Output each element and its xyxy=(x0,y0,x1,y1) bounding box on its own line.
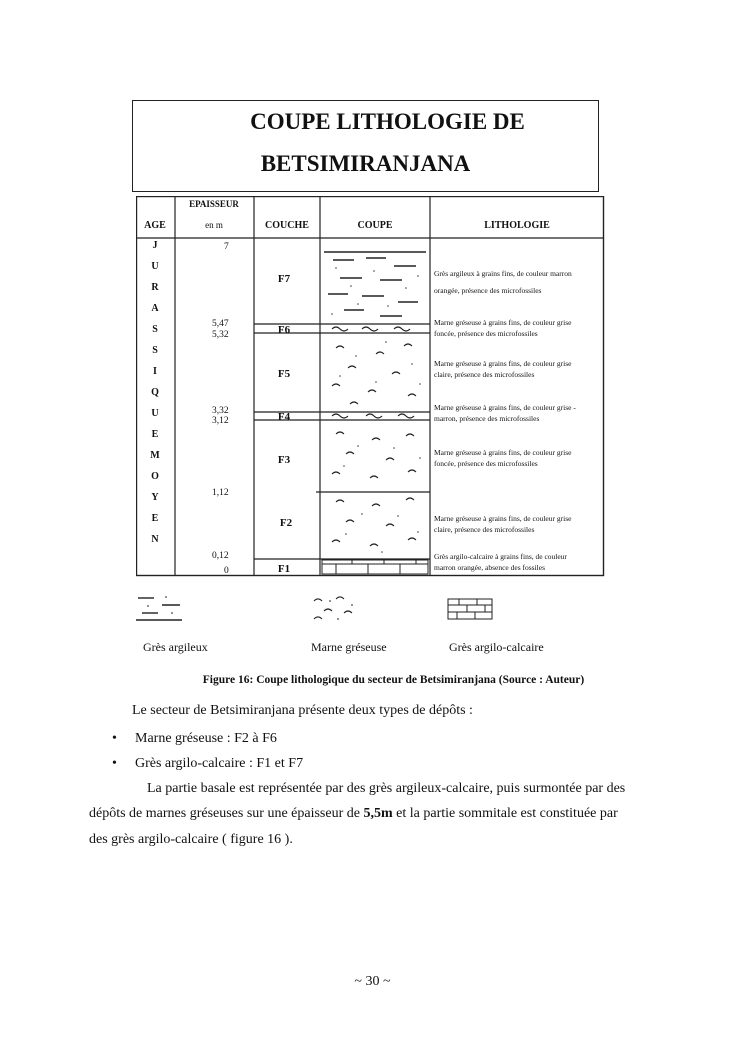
age-letter: S xyxy=(152,345,158,356)
legend-label-gres-argileux: Grès argileux xyxy=(143,640,208,654)
coupe-column xyxy=(322,252,428,574)
thickness-labels xyxy=(212,242,229,576)
lithology-f4-line1: Marne gréseuse à grains fins, de couleur grise - xyxy=(434,403,576,412)
thickness-label: 0 xyxy=(224,566,229,576)
age-letter: M xyxy=(150,450,160,461)
lithology-f6-line2: foncée, présence des microfossiles xyxy=(434,329,538,338)
layer-label-f7: F7 xyxy=(277,273,291,285)
marne-greseuse-swatch-icon xyxy=(310,593,360,623)
age-letter: S xyxy=(152,324,158,335)
lithology-f5-line2: claire, présence des microfossiles xyxy=(434,370,535,379)
figure-caption: Figure 16: Coupe lithologique du secteur de Betsimiranjana (Source : Auteur) xyxy=(202,674,585,686)
figure-title-line1: COUPE LITHOLOGIE DE xyxy=(250,109,525,134)
pattern-marne-greseuse xyxy=(332,327,416,546)
header-coupe: COUPE xyxy=(357,220,393,231)
page-number: ~ 30 ~ xyxy=(354,974,391,989)
age-letter: N xyxy=(151,534,159,545)
legend-swatch-gres-argileux xyxy=(136,593,186,628)
pattern-gres-argilo-calcaire xyxy=(322,560,428,574)
bullet-marker: • xyxy=(112,756,117,771)
figure-title-line2: BETSIMIRANJANA xyxy=(260,151,471,176)
pattern-gres-argileux xyxy=(324,252,426,316)
legend-label-gres-argilo-calcaire: Grès argilo-calcaire xyxy=(449,640,544,654)
thickness-label: 3,12 xyxy=(212,416,229,426)
lithology-f1-line2: marron orangée, absence des fossiles xyxy=(434,563,545,572)
thickness-label: 3,32 xyxy=(212,406,229,416)
age-letter: J xyxy=(152,240,158,251)
age-letter: U xyxy=(151,408,159,419)
legend-swatch-marne-greseuse xyxy=(310,593,360,628)
gres-argileux-swatch-icon xyxy=(136,593,186,623)
lithology-f7-line2: orangée, présence des microfossiles xyxy=(434,286,542,295)
body-paragraph-line2 xyxy=(89,806,618,822)
lithology-svg xyxy=(136,196,606,578)
lithology-f3-line2: foncée, présence des microfossiles xyxy=(434,459,538,468)
lithology-f1-line1: Grès argilo-calcaire à grains fins, de couleur xyxy=(434,552,567,561)
body-text: et la partie sommitale est constituée par xyxy=(392,806,618,821)
layer-label-f4: F4 xyxy=(277,411,291,423)
header-epaisseur-unit: en m xyxy=(205,220,223,230)
bullet-item-marne: Marne gréseuse : F2 à F6 xyxy=(135,731,277,746)
age-letters xyxy=(150,240,160,545)
figure-title-box xyxy=(132,100,599,192)
lithology-f3-line1: Marne gréseuse à grains fins, de couleur grise xyxy=(434,448,572,457)
layer-label-f6: F6 xyxy=(277,324,291,336)
lithology-f2-line1: Marne gréseuse à grains fins, de couleur grise xyxy=(434,514,572,523)
thickness-label: 0,12 xyxy=(212,551,229,561)
age-letter: E xyxy=(151,513,159,524)
header-epaisseur: EPAISSEUR xyxy=(189,199,239,209)
legend-swatch-gres-argilo-calcaire xyxy=(447,593,497,628)
age-letter: Y xyxy=(151,492,159,503)
age-letter: A xyxy=(151,303,159,314)
age-letter: O xyxy=(151,471,159,482)
lithology-f6-line1: Marne gréseuse à grains fins, de couleur grise xyxy=(434,318,572,327)
layer-label-f5: F5 xyxy=(277,368,291,380)
thickness-label: 1,12 xyxy=(212,488,229,498)
age-letter: Q xyxy=(151,387,159,398)
body-paragraph-line1: La partie basale est représentée par des grès argileux-calcaire, puis surmontée par des xyxy=(147,781,626,796)
thickness-label: 7 xyxy=(224,242,229,252)
bullet-marker: • xyxy=(112,731,117,746)
gres-argilo-calcaire-swatch-icon xyxy=(447,593,497,623)
thickness-label: 5,47 xyxy=(212,319,229,329)
lithology-f5-line1: Marne gréseuse à grains fins, de couleur grise xyxy=(434,359,572,368)
body-text: dépôts de marnes gréseuses sur une épaisseur de xyxy=(89,806,364,821)
body-paragraph-line3: des grès argilo-calcaire ( figure 16 ). xyxy=(89,832,293,847)
layer-label-f1: F1 xyxy=(277,563,291,575)
thickness-value: 5,5m xyxy=(363,806,393,821)
lithology-f4-line2: marron, présence des microfossiles xyxy=(434,414,540,423)
age-letter: E xyxy=(151,429,159,440)
lithology-figure xyxy=(136,196,606,578)
header-couche: COUCHE xyxy=(265,220,309,231)
intro-paragraph: Le secteur de Betsimiranjana présente deux types de dépôts : xyxy=(132,703,473,718)
layer-label-f3: F3 xyxy=(277,454,291,466)
header-age: AGE xyxy=(144,220,166,231)
legend-label-marne-greseuse: Marne gréseuse xyxy=(311,640,387,654)
lithology-f2-line2: claire, présence des microfossiles xyxy=(434,525,535,534)
lithology-f7-line1: Grès argileux à grains fins, de couleur marron xyxy=(434,269,572,278)
bullet-item-gres: Grès argilo-calcaire : F1 et F7 xyxy=(135,756,304,771)
age-letter: U xyxy=(151,261,159,272)
header-lithologie: LITHOLOGIE xyxy=(484,220,550,231)
thickness-label: 5,32 xyxy=(212,330,229,340)
age-letter: I xyxy=(153,366,157,377)
age-letter: R xyxy=(151,282,159,293)
layer-label-f2: F2 xyxy=(279,517,293,529)
